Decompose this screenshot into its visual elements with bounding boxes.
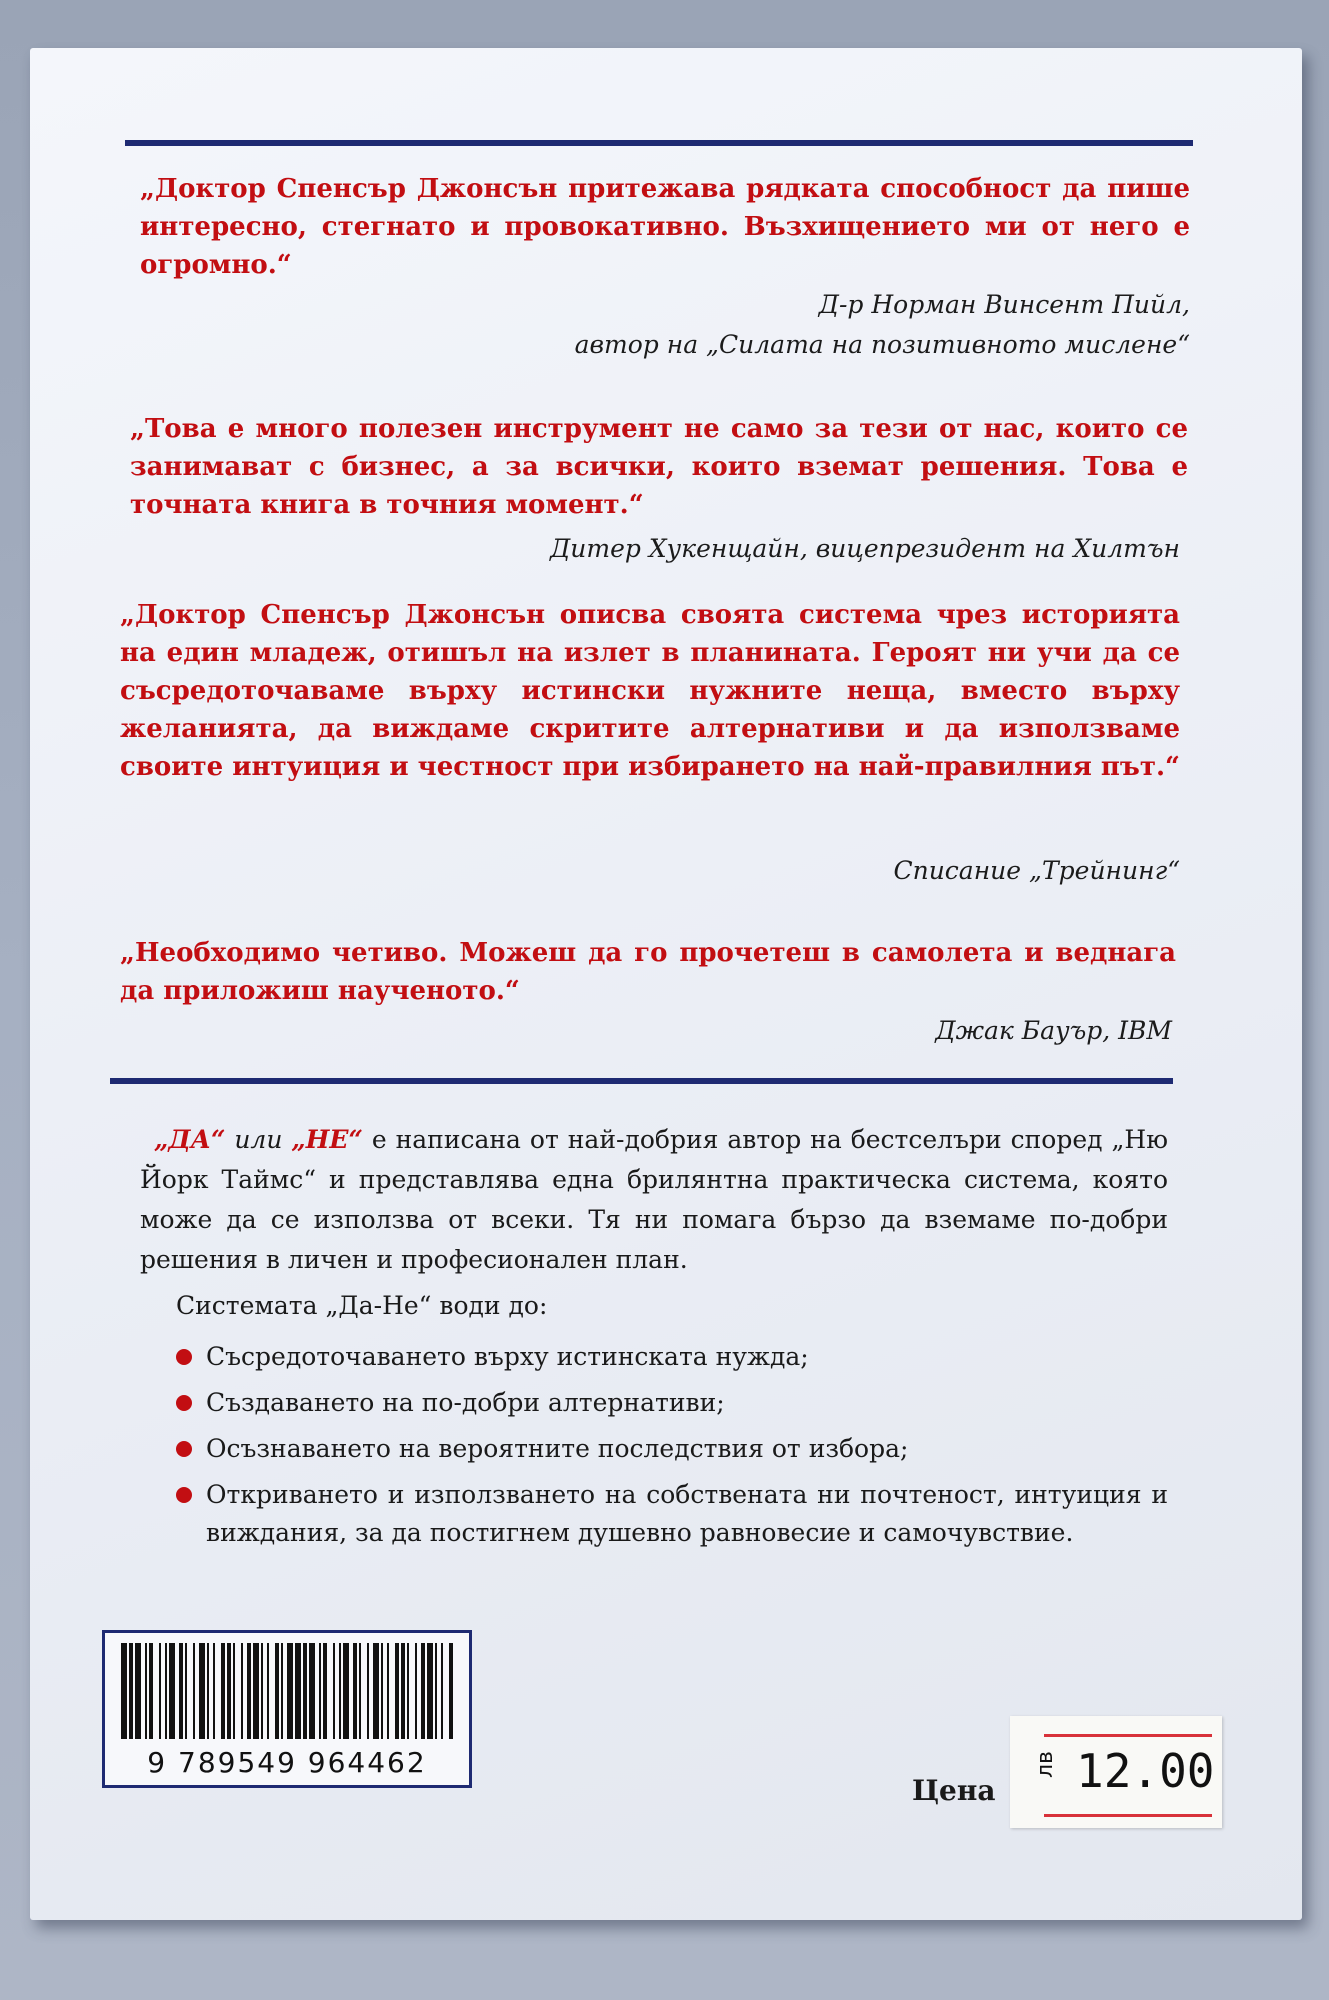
barcode-bars-icon: [115, 1643, 459, 1741]
quote-3-author: Списание „Трейнинг“: [893, 856, 1180, 885]
top-divider: [125, 140, 1193, 146]
quote-1-author: Д-р Норман Винсент Пийл,: [818, 290, 1190, 319]
barcode-number: 9 789549 964462: [147, 1746, 427, 1779]
bullet-dot-icon: [176, 1487, 192, 1503]
list-item: Съсредоточаването върху истинската нужда;: [172, 1338, 1168, 1376]
sticker-line-top: [1044, 1734, 1212, 1737]
description-text: е написана от най-добрия автор на бестселъри според „Ню Йорк Таймс“ и представлява една брилянтна практическа система, която може да се използва от всеки. Тя ни помага бързо да вземаме по-добри решения в личен и професионален план.: [140, 1125, 1168, 1274]
quote-3: „Доктор Спенсър Джонсън описва своята система чрез историята на един младеж, отишъл на излет в планината. Героят ни учи да се съсредоточаваме върху истински нужните неща, вместо върху желанията, да виждаме скритите алтернативи и да използваме своите интуиция и честност при избирането на най-правилния път.“: [120, 600, 1180, 782]
middle-divider: [110, 1078, 1173, 1084]
quote-1-author-work: автор на „Силата на позитивното мислене“: [574, 330, 1190, 359]
system-list: [172, 1338, 1168, 1560]
title-yes: „ДА“: [154, 1125, 226, 1154]
price-label: Цена: [912, 1774, 996, 1807]
barcode: [102, 1630, 472, 1788]
bullet-dot-icon: [176, 1441, 192, 1457]
list-item: Осъзнаването на вероятните последствия от избора;: [172, 1430, 1168, 1468]
quote-2-author: Дитер Хукенщайн, вицепрезидент на Хилтън: [549, 534, 1180, 563]
quote-1: „Доктор Спенсър Джонсън притежава рядката способност да пише интересно, стегнато и провокативно. Възхищението ми от него е огромно.“: [140, 174, 1190, 280]
quote-2: „Това е много полезен инструмент не само за тези от нас, които се занимават с бизнес, а за всички, които вземат решения. Това е точната книга в точния момент.“: [130, 414, 1188, 520]
bullet-dot-icon: [176, 1349, 192, 1365]
book-description: [140, 1120, 1168, 1280]
bullet-dot-icon: [176, 1395, 192, 1411]
title-no: „НЕ“: [291, 1125, 363, 1154]
price-sticker: [1010, 1716, 1222, 1828]
quote-4: „Необходимо четиво. Можеш да го прочетеш в самолета и веднага да приложиш наученото.“: [120, 938, 1176, 1006]
title-or: или: [234, 1125, 283, 1154]
list-item: Създаването на по-добри алтернативи;: [172, 1384, 1168, 1422]
price-currency: лв: [1033, 1750, 1059, 1779]
list-item: Откриването и използването на собствената ни почтеност, интуиция и виждания, за да постигнем душевно равновесие и самочувствие.: [172, 1476, 1168, 1552]
price-value: 12.00: [1076, 1744, 1215, 1798]
quote-4-author: Джак Бауър, IBM: [935, 1016, 1172, 1045]
system-intro: Системата „Да-Не“ води до:: [176, 1291, 548, 1320]
sticker-line-bottom: [1044, 1814, 1212, 1817]
